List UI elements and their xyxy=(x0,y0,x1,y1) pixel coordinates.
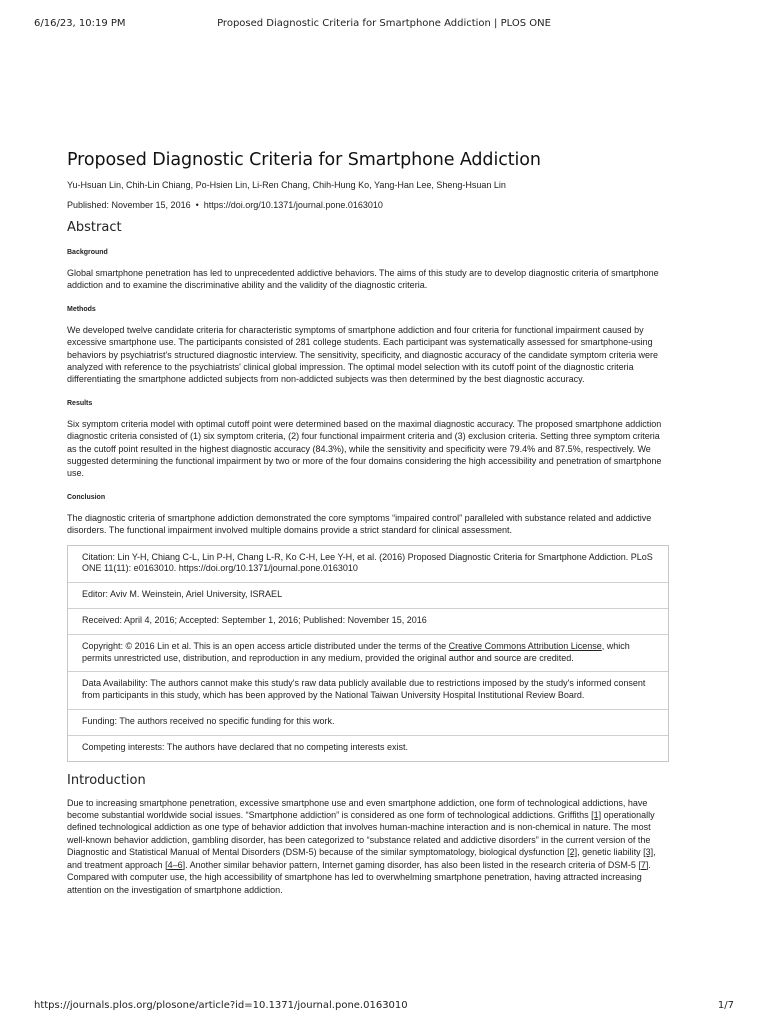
methods-paragraph: We developed twelve candidate criteria for characteristic symptoms of smartphone addiction and four criteria for functional impairment caused by excessive smartphone use. The participants consisted of 281 college students. Each participant was systematically assessed for smartphone-using behaviors by psychiatrist's structured diagnostic interview. The sensitivity, specificity, and diagnostic accuracy of the candidate symptom criteria were analyzed with reference to the psychiatrists' clinical global impression. The optimal model selection with its cutoff point of the diagnostic criteria differentiating the smartphone addicted subjects from non-addicted subjects was then determined by the best diagnostic accuracy. xyxy=(67,324,658,385)
editor-row: Editor: Aviv M. Weinstein, Ariel University, ISRAEL xyxy=(68,583,668,609)
intro-text: , and treatment approach xyxy=(67,847,656,870)
introduction-heading: Introduction xyxy=(67,772,146,788)
bullet-separator: • xyxy=(195,200,199,210)
print-datetime: 6/16/23, 10:19 PM xyxy=(34,18,126,29)
publication-line xyxy=(67,200,669,210)
article-info-box xyxy=(67,545,669,762)
reference-link-3[interactable]: [3] xyxy=(643,847,654,858)
competing-interests-row: Competing interests: The authors have declared that no competing interests exist. xyxy=(82,741,409,752)
intro-text: operationally defined technological addiction as one type of behavior addiction that involves human-machine interaction and is non-chemical in nature. The most well-known behavior addiction, gambling disorder, has been categorized to “substance related and addictive disorders” in the current version of the Diagnostic and Statistical Manual of Mental Disorders (DSM-5) because of the similar symptomatology, biological dysfunction xyxy=(67,810,655,858)
reference-link-2[interactable]: [2] xyxy=(567,847,578,858)
doi-link[interactable]: https://doi.org/10.1371/journal.pone.0163010 xyxy=(203,200,383,210)
abstract-heading: Abstract xyxy=(67,220,122,235)
print-url: https://journals.plos.org/plosone/article?id=10.1371/journal.pone.0163010 xyxy=(34,1000,408,1011)
citation-row: Citation: Lin Y-H, Chiang C-L, Lin P-H, Chang L-R, Ko C-H, Lee Y-H, et al. (2016) Proposed Diagnostic Criteria for Smartphone Addiction. PLoS ONE 11(11): e0163010. https://doi.org/10.1371/journal.pone.0163010 xyxy=(68,546,668,584)
intro-text: . Compared with computer use, the high accessibility of smartphone has led to overwhelming smartphone penetration, having attracted increasing attention on the investigation of smartphone addiction. xyxy=(67,859,651,895)
copyright-text-rest: , which permits unrestricted use, distribution, and reproduction in any medium, provided the original author and source are credited. xyxy=(82,640,630,663)
intro-text: Due to increasing smartphone penetration, excessive smartphone use and even smartphone addiction, one form of technological addictions, have become substantial worldwide social issues. “Smartphone addiction” is considered as one form of technological addictions. Griffiths xyxy=(67,797,648,821)
article xyxy=(67,150,669,896)
reference-link-7[interactable]: [7] xyxy=(638,859,649,870)
dates-row: Received: April 4, 2016; Accepted: September 1, 2016; Published: November 15, 2016 xyxy=(68,609,668,635)
reference-link-1[interactable]: [1] xyxy=(591,810,602,821)
intro-text: . Another similar behavior pattern, Internet gaming disorder, has also been listed in the research criteria of DSM-5 xyxy=(185,859,639,870)
published-date: Published: November 15, 2016 xyxy=(67,200,191,210)
copyright-row xyxy=(68,635,668,673)
data-availability-row: Data Availability: The authors cannot make this study's raw data publicly available due to restrictions imposed by the study's informed consent from participants in this study, which has been approved by the National Taiwan University Hospital Institutional Review Board. xyxy=(68,672,668,710)
article-title: Proposed Diagnostic Criteria for Smartphone Addiction xyxy=(67,150,541,170)
copyright-text: Copyright: © 2016 Lin et al. This is an open access article distributed under the terms of the xyxy=(82,640,449,651)
results-paragraph: Six symptom criteria model with optimal cutoff point were determined based on the maximal diagnostic accuracy. The proposed smartphone addiction diagnostic criteria consisted of (1) six symptom criteria, (2) four functional impairment criteria and (3) exclusion criteria. Setting three symptom criteria as the cutoff point resulted in the highest diagnostic accuracy (84.3%), while the sensitivity and specificity were 79.4% and 87.5%, respectively. We suggested determining the functional impairment by two or more of the four domains considering the high accessibility and penetration of smartphone use. xyxy=(67,418,662,479)
background-paragraph: Global smartphone penetration has led to unprecedented addictive behaviors. The aims of this study are to develop diagnostic criteria of smartphone addiction and to examine the discriminative ability and the validity of the diagnostic criteria. xyxy=(67,268,659,291)
reference-link-4-6[interactable]: [4–6] xyxy=(165,859,186,870)
background-heading: Background xyxy=(67,249,108,256)
print-footer xyxy=(34,1000,734,1014)
print-header xyxy=(34,18,734,32)
intro-text: , genetic liability xyxy=(577,847,644,858)
author-list[interactable]: Yu-Hsuan Lin, Chih-Lin Chiang, Po-Hsien Lin, Li-Ren Chang, Chih-Hung Ko, Yang-Han Lee, Sheng-Hsuan Lin xyxy=(67,180,506,190)
print-page-title: Proposed Diagnostic Criteria for Smartphone Addiction | PLOS ONE xyxy=(217,18,551,29)
funding-row: Funding: The authors received no specific funding for this work. xyxy=(68,710,668,736)
methods-heading: Methods xyxy=(67,305,96,313)
conclusion-paragraph: The diagnostic criteria of smartphone addiction demonstrated the core symptoms “impaired control” paralleled with substance related and addictive disorders. The functional impairment involved multiple domains provide a strict standard for clinical assessment. xyxy=(67,512,652,536)
license-link[interactable]: Creative Commons Attribution License xyxy=(448,640,602,651)
conclusion-heading: Conclusion xyxy=(67,493,106,501)
introduction-paragraph xyxy=(67,797,669,896)
print-page-number: 1/7 xyxy=(717,1000,734,1011)
results-heading: Results xyxy=(67,399,93,407)
